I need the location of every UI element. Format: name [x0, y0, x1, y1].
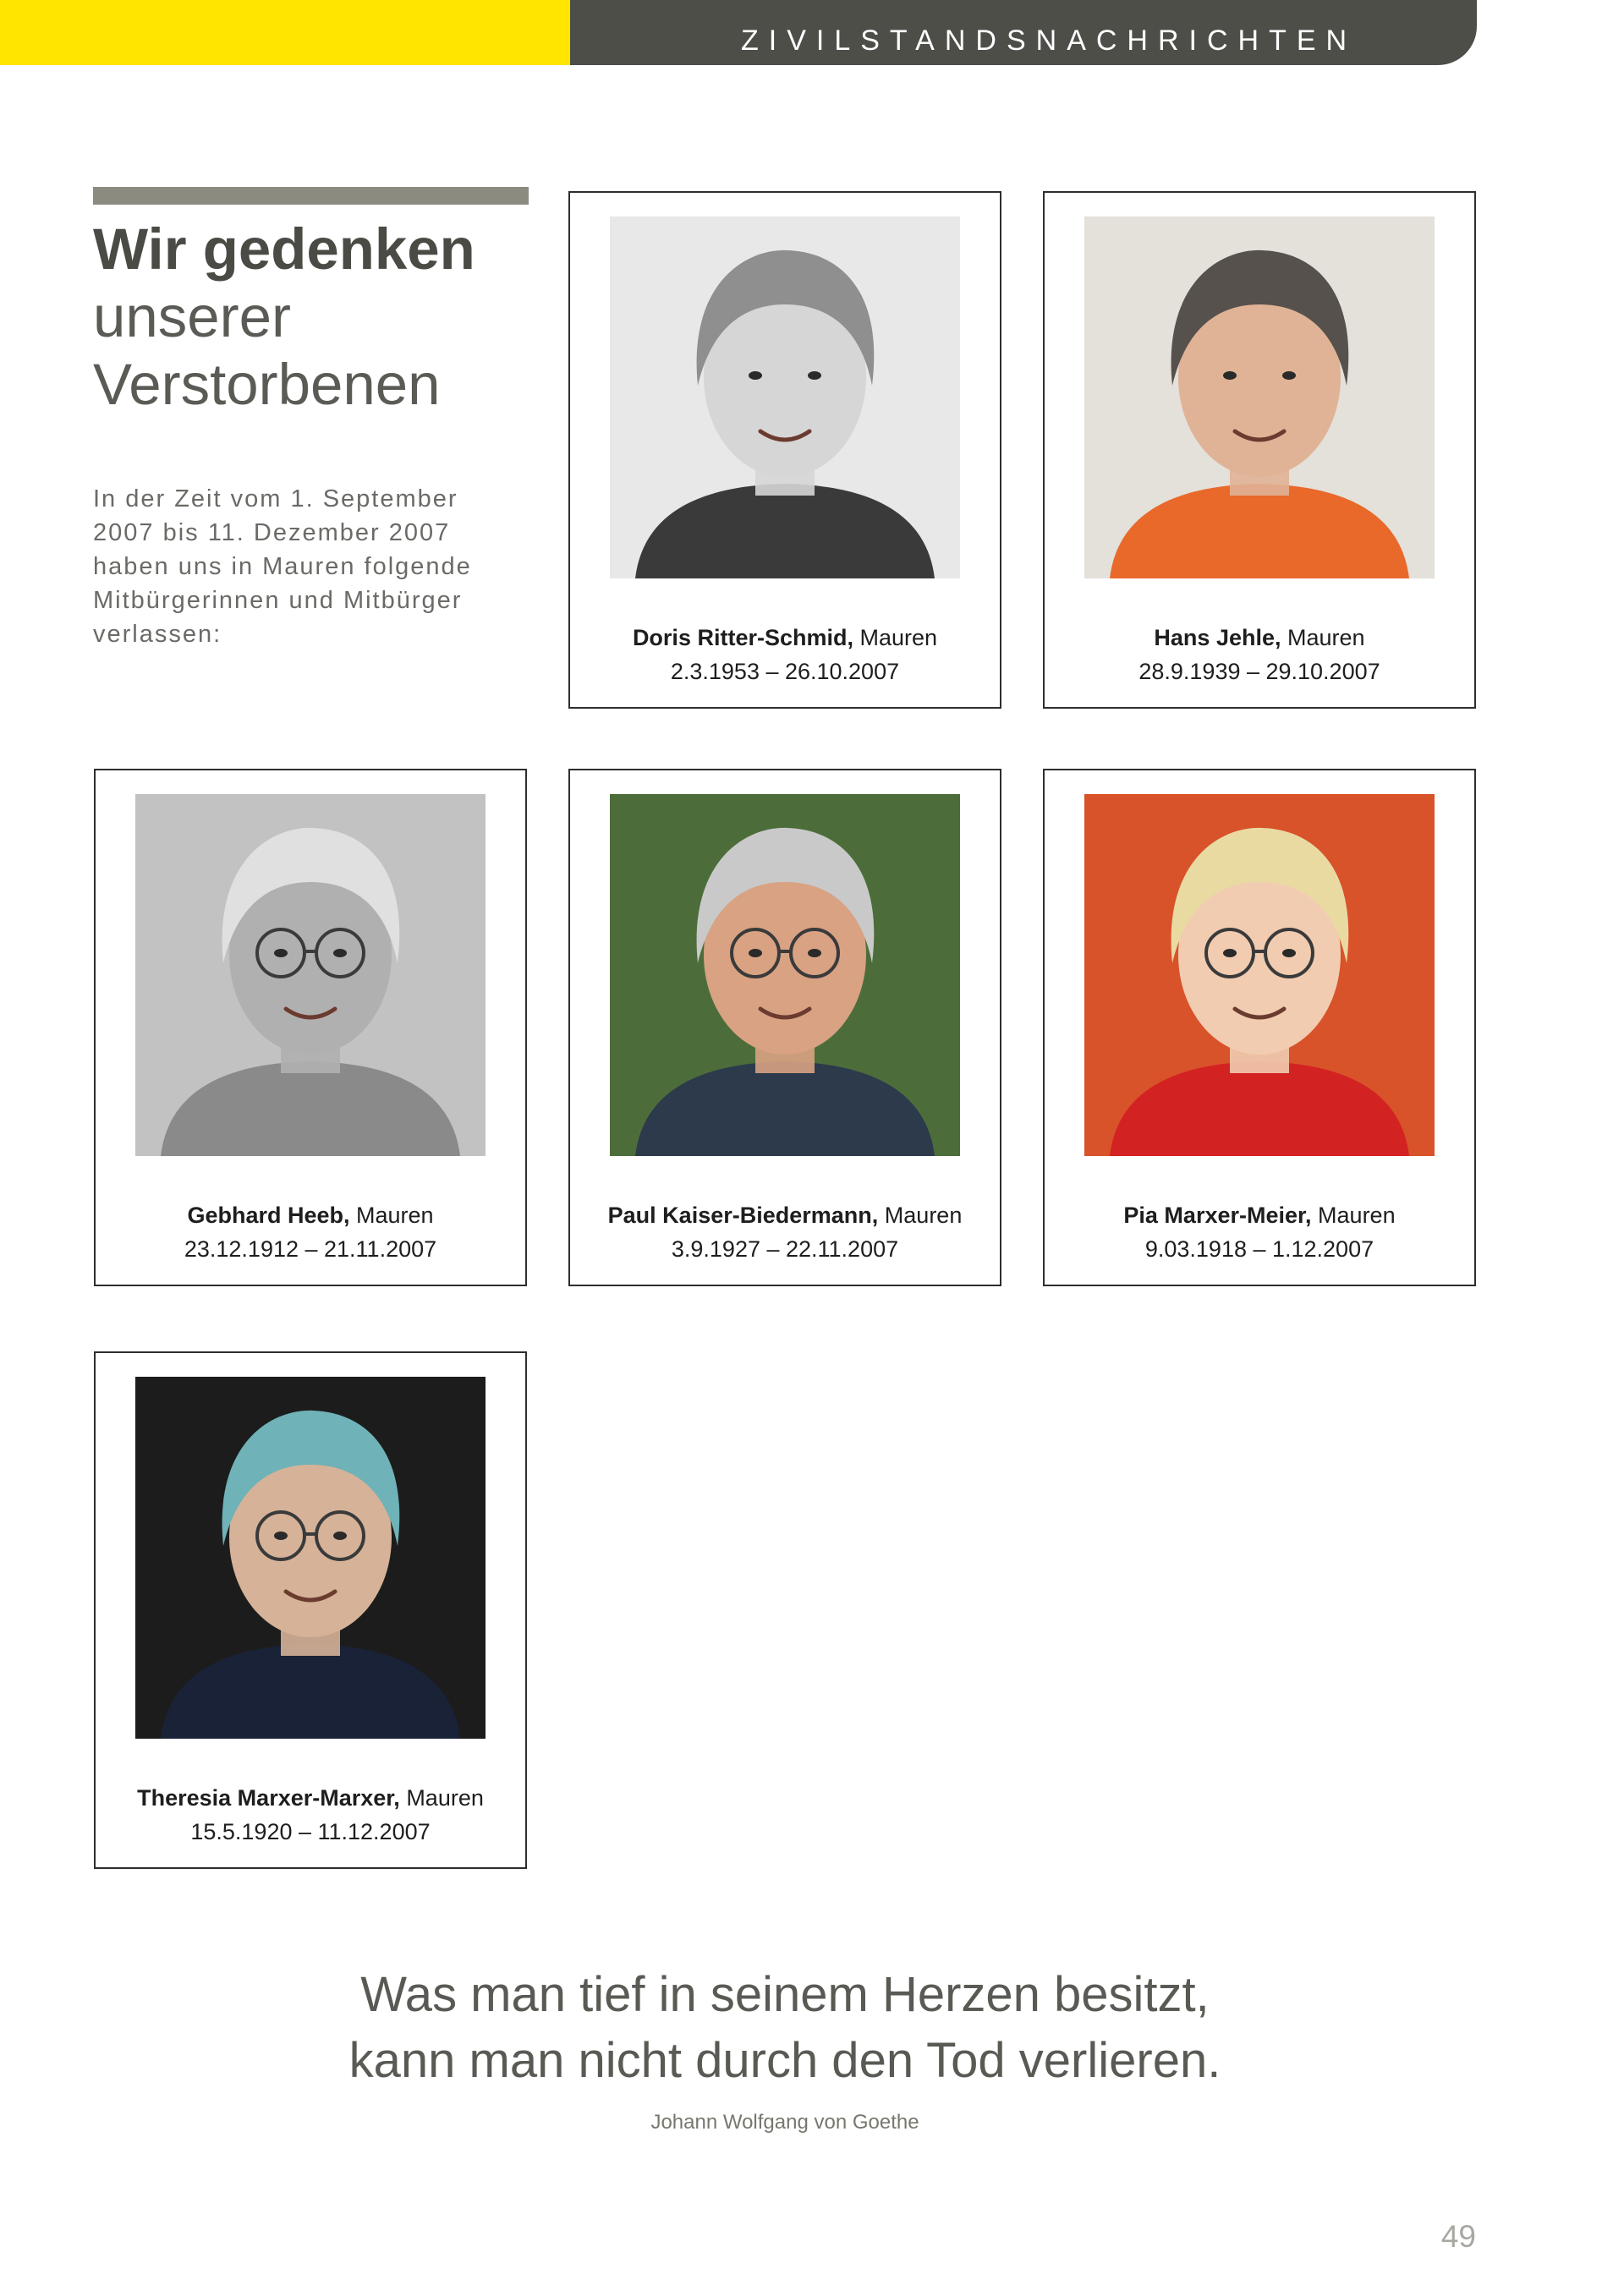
obituary-card [94, 769, 527, 1286]
portrait-svg [610, 794, 960, 1156]
person-dates: 23.12.1912 – 21.11.2007 [184, 1236, 437, 1262]
right-eye [808, 371, 821, 380]
heading-line-3: Verstorbenen [93, 352, 441, 417]
right-eye [333, 949, 347, 957]
obituary-card [568, 191, 1001, 709]
quote-line: kann man nicht durch den Tod verlieren. [348, 2033, 1221, 2088]
card-caption [96, 1198, 525, 1266]
person-place: Mauren [884, 1203, 963, 1228]
portrait-photo [610, 794, 960, 1156]
caption-name-line [96, 1781, 525, 1815]
person-name: Paul Kaiser-Biedermann, [607, 1203, 879, 1228]
intro-text [93, 482, 550, 651]
person-name: Hans Jehle, [1154, 625, 1281, 650]
portrait-photo [1084, 794, 1435, 1156]
caption-name-line [570, 621, 1000, 655]
caption-name-line [96, 1198, 525, 1232]
left-eye [274, 1532, 288, 1540]
intro-line: In der Zeit vom 1. September [93, 485, 458, 512]
quote [135, 1962, 1435, 2094]
header-accent-bar [0, 0, 570, 65]
person-place: Mauren [356, 1203, 434, 1228]
person-name: Gebhard Heeb, [187, 1203, 350, 1228]
portrait-svg [1084, 794, 1435, 1156]
intro-line: 2007 bis 11. Dezember 2007 [93, 519, 451, 546]
left-eye [749, 371, 762, 380]
portrait-svg [135, 1377, 486, 1739]
person-place: Mauren [1287, 625, 1365, 650]
person-dates: 2.3.1953 – 26.10.2007 [670, 659, 900, 684]
right-eye [808, 949, 821, 957]
intro-line: haben uns in Mauren folgende [93, 553, 472, 580]
portrait-svg [610, 216, 960, 578]
left-eye [1223, 371, 1237, 380]
person-dates: 9.03.1918 – 1.12.2007 [1144, 1236, 1374, 1262]
right-eye [333, 1532, 347, 1540]
card-caption [1045, 621, 1474, 688]
portrait-photo [135, 794, 486, 1156]
person-place: Mauren [1318, 1203, 1396, 1228]
page-number: 49 [1440, 2219, 1476, 2254]
quote-author: Johann Wolfgang von Goethe [650, 2111, 919, 2134]
caption-name-line [570, 1198, 1000, 1232]
person-dates: 28.9.1939 – 29.10.2007 [1138, 659, 1380, 684]
person-place: Mauren [859, 625, 938, 650]
card-caption [1045, 1198, 1474, 1266]
person-dates: 3.9.1927 – 22.11.2007 [671, 1236, 899, 1262]
caption-name-line [1045, 1198, 1474, 1232]
obituary-card [1043, 769, 1476, 1286]
left-eye [1223, 949, 1237, 957]
quote-line: Was man tief in seinem Herzen besitzt, [360, 1967, 1210, 2022]
person-name: Theresia Marxer-Marxer, [137, 1785, 400, 1811]
person-name: Pia Marxer-Meier, [1123, 1203, 1312, 1228]
intro-line: verlassen: [93, 621, 222, 648]
obituary-card [568, 769, 1001, 1286]
card-caption [96, 1781, 525, 1849]
page-heading [93, 216, 550, 419]
heading-line-2: unserer [93, 284, 291, 349]
intro-line: Mitbürgerinnen und Mitbürger [93, 587, 463, 614]
heading-bold: Wir gedenken [93, 216, 475, 282]
right-eye [1282, 949, 1296, 957]
portrait-svg [1084, 216, 1435, 578]
left-eye [274, 949, 288, 957]
caption-name-line [1045, 621, 1474, 655]
portrait-photo [610, 216, 960, 578]
left-eye [749, 949, 762, 957]
person-place: Mauren [406, 1785, 484, 1811]
right-eye [1282, 371, 1296, 380]
obituary-card [1043, 191, 1476, 709]
person-dates: 15.5.1920 – 11.12.2007 [190, 1819, 431, 1844]
portrait-photo [1084, 216, 1435, 578]
section-header-bar [570, 0, 1477, 65]
portrait-svg [135, 794, 486, 1156]
heading-rule [93, 187, 529, 205]
portrait-photo [135, 1377, 486, 1739]
person-name: Doris Ritter-Schmid, [632, 625, 853, 650]
card-caption [570, 621, 1000, 688]
card-caption [570, 1198, 1000, 1266]
obituary-card [94, 1351, 527, 1869]
section-title: ZIVILSTANDSNACHRICHTEN [741, 25, 1358, 57]
